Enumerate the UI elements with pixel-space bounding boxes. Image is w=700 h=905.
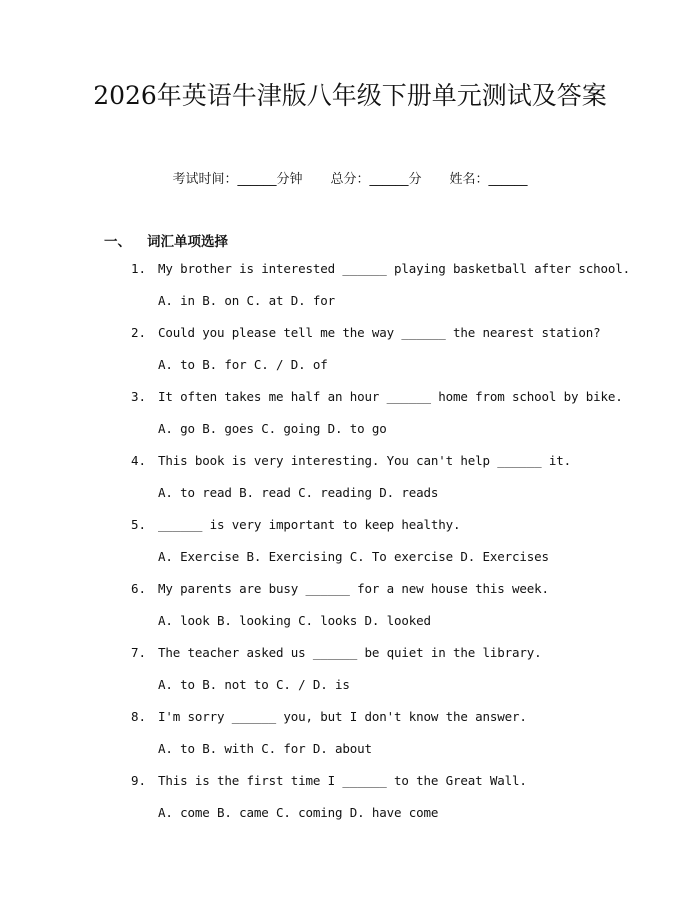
question-number: 5. [131,517,147,532]
question-item [0,322,700,386]
question-number: 8. [131,709,147,724]
exam-info-line [0,168,700,187]
question-stem: My parents are busy ______ for a new house this week. [158,581,549,596]
question-stem: The teacher asked us ______ be quiet in the library. [158,645,542,660]
section-heading [104,230,228,250]
question-item [0,450,700,514]
question-item [0,258,700,322]
question-options: A. Exercise B. Exercising C. To exercise D. Exercises [158,549,549,564]
question-stem: My brother is interested ______ playing basketball after school. [158,261,631,276]
question-item [0,386,700,450]
section-number: 一、 [104,234,131,250]
document-title: 2026年英语牛津版八年级下册单元测试及答案 [93,81,607,110]
question-options: A. to read B. read C. reading D. reads [158,485,439,500]
section-title: 词汇单项选择 [147,234,228,250]
question-options: A. to B. for C. / D. of [158,357,328,372]
question-number: 7. [131,645,147,660]
question-number: 1. [131,261,147,276]
question-options: A. go B. goes C. going D. to go [158,421,387,436]
exam-name-field: 姓名：______ [449,172,528,187]
question-item [0,706,700,770]
question-options: A. in B. on C. at D. for [158,293,336,308]
question-list [0,258,700,834]
question-options: A. to B. with C. for D. about [158,741,372,756]
question-stem: ______ is very important to keep healthy. [158,517,461,532]
question-stem: Could you please tell me the way ______ the nearest station? [158,325,601,340]
exam-time-field: 考试时间：______分钟 [172,172,303,187]
question-stem: I'm sorry ______ you, but I don't know the answer. [158,709,527,724]
question-item [0,642,700,706]
question-number: 3. [131,389,147,404]
question-number: 6. [131,581,147,596]
question-options: A. come B. came C. coming D. have come [158,805,439,820]
question-item [0,578,700,642]
question-options: A. to B. not to C. / D. is [158,677,350,692]
question-number: 9. [131,773,147,788]
question-stem: This is the first time I ______ to the Great Wall. [158,773,527,788]
question-stem: It often takes me half an hour ______ home from school by bike. [158,389,623,404]
question-number: 4. [131,453,147,468]
question-options: A. look B. looking C. looks D. looked [158,613,431,628]
question-stem: This book is very interesting. You can't help ______ it. [158,453,572,468]
question-item [0,514,700,578]
question-item [0,770,700,834]
exam-score-field: 总分：______分 [330,172,422,187]
question-number: 2. [131,325,147,340]
